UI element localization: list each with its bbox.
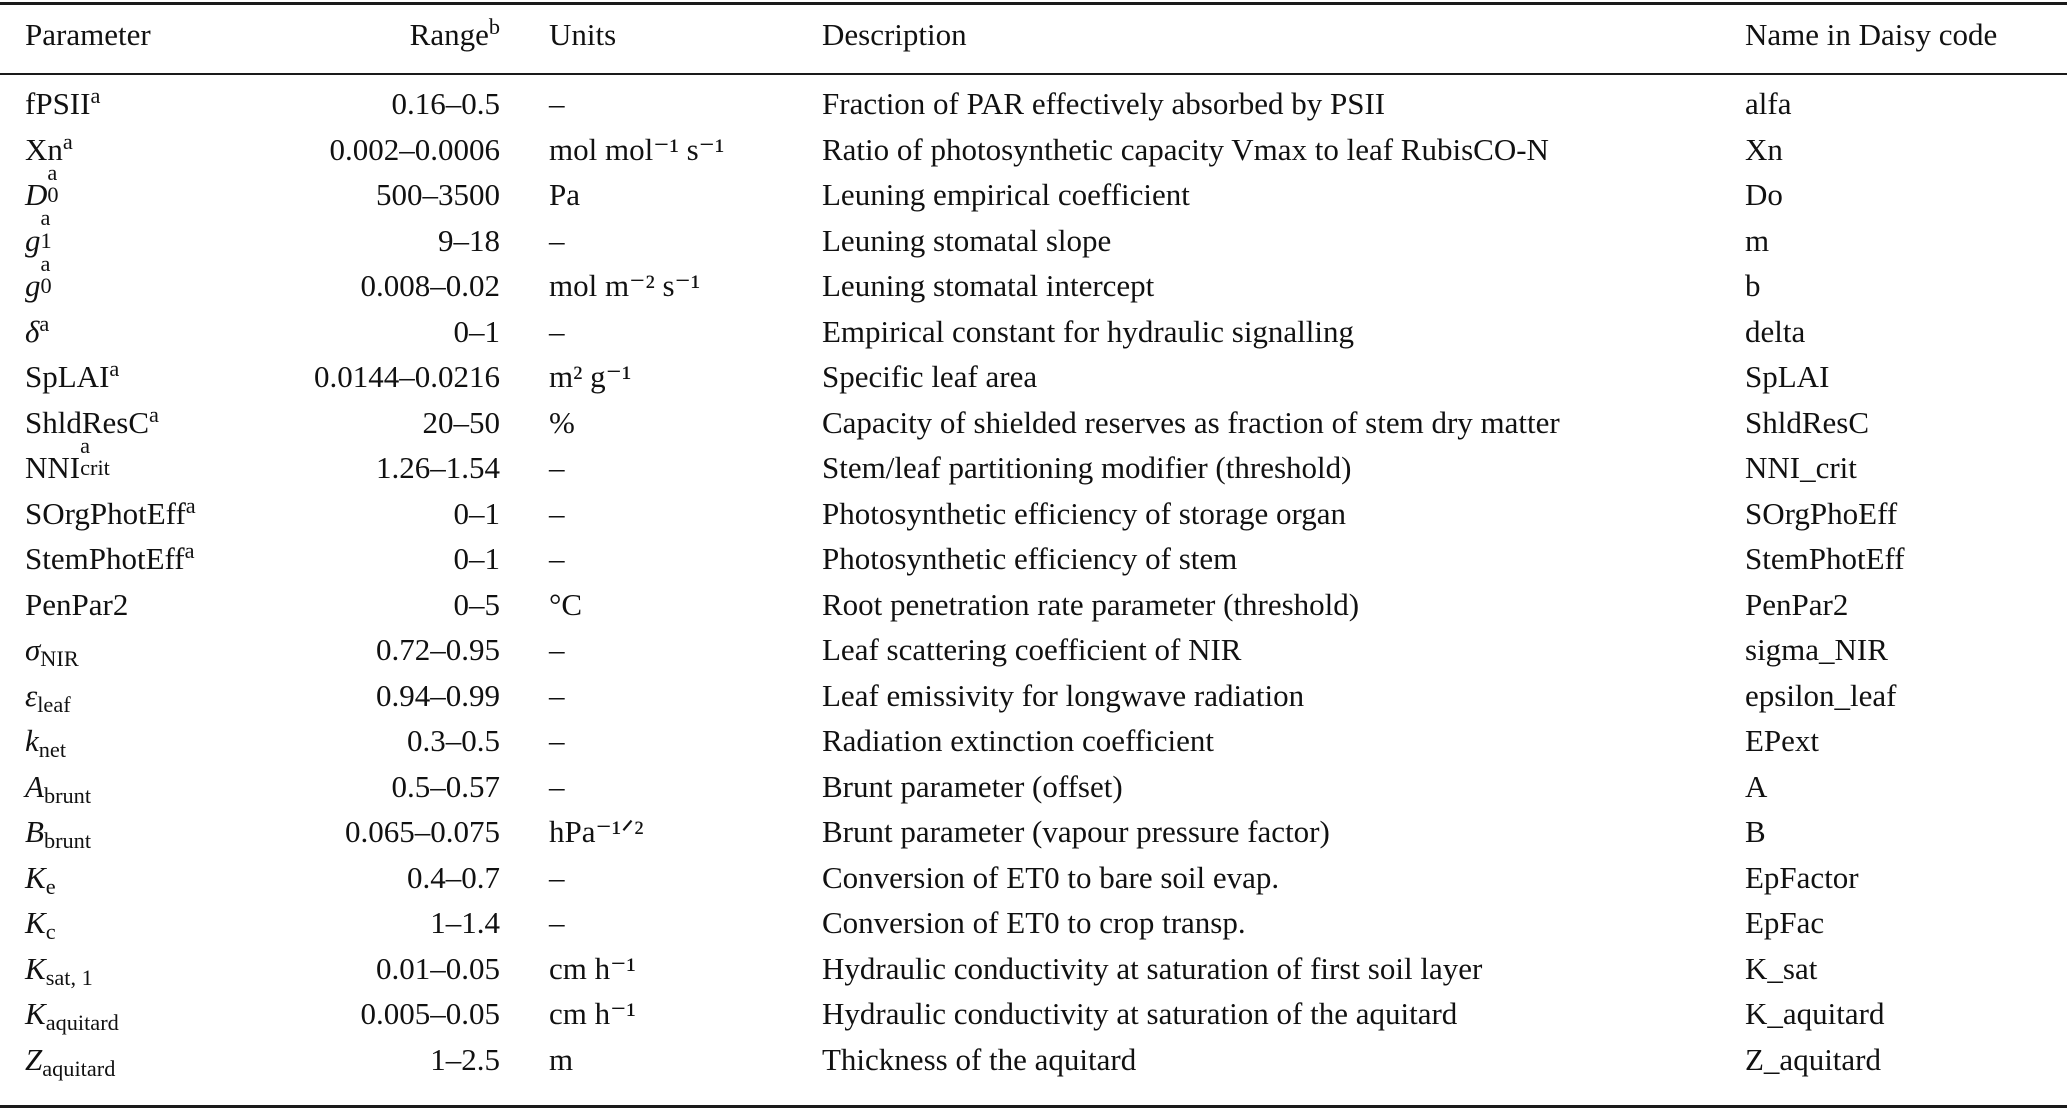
cell-parameter — [25, 764, 91, 810]
cell-range: 0.0144–0.0216 — [314, 359, 500, 394]
top-rule — [0, 2, 2067, 5]
cell-parameter — [25, 250, 62, 309]
header-range-footnote: b — [488, 14, 500, 40]
cell-range: 0.94–0.99 — [376, 677, 500, 713]
cell-parameter — [25, 81, 100, 127]
cell-daisy-name: epsilon_leaf — [1745, 677, 1897, 713]
cell-range: 0–5 — [453, 586, 500, 622]
cell-range: 1–1.4 — [430, 905, 500, 940]
parameter-symbol: StemPhotEff — [25, 541, 185, 576]
cell-description: Photosynthetic efficiency of storage organ — [822, 495, 1346, 531]
parameter-symbol: δ — [25, 313, 40, 349]
parameter-subscript: brunt — [43, 782, 92, 808]
cell-range: 0.72–0.95 — [376, 632, 500, 667]
cell-daisy-name: alfa — [1745, 86, 1792, 121]
cell-range: 0.005–0.05 — [360, 996, 500, 1031]
cell-parameter — [25, 673, 71, 719]
table-row — [0, 764, 2067, 810]
cell-range: 0.008–0.02 — [360, 268, 500, 303]
cell-units: – — [549, 677, 565, 713]
parameter-symbol: fPSII — [25, 86, 91, 121]
cell-units: – — [549, 222, 565, 258]
table-row — [0, 309, 2067, 355]
cell-description: Conversion of ET0 to crop transp. — [822, 905, 1246, 940]
cell-units: mol m⁻² s⁻¹ — [549, 268, 701, 303]
cell-range: 0.3–0.5 — [407, 723, 500, 758]
table-row — [0, 354, 2067, 400]
table-row — [0, 855, 2067, 901]
parameter-footnote: a — [40, 205, 51, 231]
parameter-subscript: aquitard — [42, 1055, 116, 1081]
cell-units: cm h⁻¹ — [549, 996, 636, 1031]
cell-description: Hydraulic conductivity at saturation of first soil layer — [822, 950, 1483, 986]
cell-range: 1.26–1.54 — [376, 450, 500, 485]
cell-units: Pa — [549, 177, 580, 212]
parameter-symbol: K — [25, 859, 46, 895]
header-description: Description — [822, 17, 967, 52]
cell-description: Ratio of photosynthetic capacity Vmax to leaf RubisCO-N — [822, 131, 1549, 167]
parameter-sup-sub — [40, 205, 63, 253]
parameter-symbol: g — [25, 222, 41, 258]
cell-parameter — [25, 354, 119, 400]
parameter-symbol: A — [25, 768, 44, 804]
cell-daisy-name: ShldResC — [1745, 404, 1870, 440]
cell-daisy-name: delta — [1745, 313, 1806, 349]
cell-daisy-name: EPext — [1745, 723, 1820, 758]
cell-description: Root penetration rate parameter (threshold) — [822, 586, 1360, 622]
cell-range: 0.002–0.0006 — [329, 131, 500, 167]
cell-range: 0–1 — [453, 313, 500, 349]
cell-parameter — [25, 627, 79, 673]
parameter-symbol: K — [25, 996, 46, 1031]
parameter-sup-sub — [80, 432, 144, 481]
parameter-subscript: brunt — [43, 828, 92, 854]
cell-range: 0.4–0.7 — [407, 859, 500, 895]
cell-daisy-name: EpFactor — [1745, 859, 1859, 895]
cell-units: m — [549, 1041, 574, 1077]
cell-range: 9–18 — [438, 222, 500, 258]
cell-daisy-name: StemPhotEff — [1745, 541, 1905, 576]
cell-units: % — [549, 404, 575, 440]
cell-description: Leuning stomatal slope — [822, 222, 1112, 258]
table-row — [0, 673, 2067, 719]
cell-daisy-name: Xn — [1745, 131, 1783, 167]
table-row — [0, 127, 2067, 173]
table-row — [0, 536, 2067, 582]
parameter-symbol: PenPar2 — [25, 586, 129, 622]
cell-range: 0.5–0.57 — [391, 768, 500, 804]
parameter-symbol: K — [25, 950, 46, 986]
cell-units: °C — [549, 586, 583, 622]
cell-description: Brunt parameter (offset) — [822, 768, 1123, 804]
cell-description: Conversion of ET0 to bare soil evap. — [822, 859, 1280, 895]
cell-parameter — [25, 991, 119, 1037]
cell-daisy-name: A — [1745, 768, 1768, 804]
parameter-footnote: a — [80, 432, 91, 458]
cell-daisy-name: K_sat — [1745, 950, 1818, 986]
cell-daisy-name: K_aquitard — [1745, 996, 1885, 1031]
table-row — [0, 946, 2067, 992]
cell-parameter — [25, 855, 56, 901]
cell-range: 0–1 — [453, 495, 500, 531]
cell-parameter — [25, 718, 66, 764]
parameter-footnote: a — [90, 83, 101, 109]
cell-daisy-name: Z_aquitard — [1745, 1041, 1882, 1077]
parameter-footnote: a — [185, 492, 196, 518]
cell-units: m² g⁻¹ — [549, 359, 632, 394]
table-row — [0, 159, 2067, 218]
cell-units: – — [549, 859, 565, 895]
parameter-symbol: B — [25, 814, 44, 849]
cell-daisy-name: sigma_NIR — [1745, 632, 1888, 667]
cell-parameter — [25, 582, 128, 628]
cell-daisy-name: NNI_crit — [1745, 450, 1857, 485]
cell-parameter — [25, 491, 196, 537]
parameter-footnote: a — [40, 250, 51, 276]
cell-parameter — [25, 400, 159, 446]
cell-description: Capacity of shielded reserves as fraction of stem dry matter — [822, 404, 1560, 440]
cell-units: – — [549, 86, 565, 121]
parameter-footnote: a — [39, 310, 50, 336]
cell-parameter — [25, 536, 195, 582]
parameter-subscript: 1 — [40, 227, 52, 253]
parameter-symbol: g — [25, 268, 41, 303]
cell-daisy-name: m — [1745, 222, 1770, 258]
parameter-footnote: a — [47, 159, 58, 185]
cell-units: cm h⁻¹ — [549, 950, 636, 986]
parameter-symbol: Z — [25, 1041, 43, 1077]
table-row — [0, 205, 2067, 264]
parameter-subscript: e — [45, 873, 56, 899]
cell-units: – — [549, 313, 565, 349]
cell-units: – — [549, 541, 565, 576]
parameter-symbol: ε — [25, 677, 38, 713]
cell-units: mol mol⁻¹ s⁻¹ — [549, 131, 725, 167]
parameter-footnote: a — [109, 356, 120, 382]
parameter-footnote: a — [184, 538, 195, 564]
cell-range: 0.065–0.075 — [345, 814, 500, 849]
cell-daisy-name: B — [1745, 814, 1766, 849]
parameter-subscript: 0 — [47, 182, 59, 208]
cell-units: hPa⁻¹ᐟ² — [549, 814, 644, 849]
table-header-row — [0, 12, 2067, 58]
table-row — [0, 491, 2067, 537]
parameter-sup-sub — [47, 159, 69, 208]
cell-description: Radiation extinction coefficient — [822, 723, 1214, 758]
cell-daisy-name: Do — [1745, 177, 1783, 212]
cell-daisy-name: PenPar2 — [1745, 586, 1849, 622]
cell-parameter — [25, 809, 91, 855]
parameter-sup-sub — [40, 250, 63, 299]
header-range-label: Range — [409, 17, 489, 52]
cell-parameter — [25, 1037, 115, 1083]
table-row — [0, 900, 2067, 946]
cell-description: Stem/leaf partitioning modifier (threshold) — [822, 450, 1352, 485]
table-row — [0, 1037, 2067, 1083]
parameter-subscript: c — [45, 919, 56, 945]
cell-parameter — [25, 309, 49, 355]
header-units: Units — [549, 17, 617, 52]
header-range — [410, 12, 500, 58]
cell-description: Photosynthetic efficiency of stem — [822, 541, 1238, 576]
table-row — [0, 718, 2067, 764]
cell-range: 0.16–0.5 — [391, 86, 500, 121]
cell-daisy-name: SOrgPhoEff — [1745, 495, 1898, 531]
cell-range: 500–3500 — [376, 177, 500, 212]
parameter-footnote: a — [149, 401, 159, 427]
cell-units: – — [549, 723, 565, 758]
parameter-subscript: crit — [80, 455, 110, 481]
table-row — [0, 991, 2067, 1037]
cell-description: Leaf emissivity for longwave radiation — [822, 677, 1305, 713]
cell-parameter — [25, 946, 93, 992]
bottom-rule — [0, 1105, 2067, 1108]
parameter-subscript: aquitard — [45, 1010, 119, 1036]
cell-units: – — [549, 905, 565, 940]
header-daisy-name: Name in Daisy code — [1745, 17, 1998, 52]
header-parameter: Parameter — [25, 17, 151, 52]
cell-units: – — [549, 450, 565, 485]
parameter-footnote: a — [62, 128, 73, 154]
cell-description: Leuning empirical coefficient — [822, 177, 1190, 212]
parameter-subscript: leaf — [37, 691, 71, 717]
table-row — [0, 627, 2067, 673]
cell-description: Thickness of the aquitard — [822, 1041, 1137, 1077]
table-row — [0, 809, 2067, 855]
cell-units: – — [549, 768, 565, 804]
cell-description: Brunt parameter (vapour pressure factor) — [822, 814, 1330, 849]
cell-units: – — [549, 495, 565, 531]
parameter-subscript: sat, 1 — [45, 964, 93, 990]
cell-description: Specific leaf area — [822, 359, 1038, 394]
parameter-symbol: k — [25, 723, 39, 758]
parameter-symbol: SOrgPhotEff — [25, 495, 186, 531]
parameter-symbol: K — [25, 905, 46, 940]
cell-daisy-name: b — [1745, 268, 1761, 303]
cell-units: – — [549, 632, 565, 667]
cell-description: Empirical constant for hydraulic signalling — [822, 313, 1355, 349]
cell-daisy-name: SpLAI — [1745, 359, 1830, 394]
parameter-subscript: net — [38, 737, 67, 763]
table-row — [0, 250, 2067, 309]
cell-daisy-name: EpFac — [1745, 905, 1825, 940]
parameter-symbol: NNI — [25, 450, 81, 485]
parameter-symbol: D — [25, 177, 48, 212]
parameter-subscript: NIR — [40, 646, 79, 672]
cell-description: Fraction of PAR effectively absorbed by PSII — [822, 86, 1386, 121]
cell-description: Leaf scattering coefficient of NIR — [822, 632, 1242, 667]
cell-parameter — [25, 900, 56, 946]
cell-range: 0–1 — [453, 541, 500, 576]
table-row — [0, 582, 2067, 628]
table-row — [0, 81, 2067, 127]
table-row — [0, 432, 2067, 491]
header-rule — [0, 73, 2067, 75]
parameter-symbol: ShldResC — [25, 404, 150, 440]
parameter-symbol: Xn — [25, 131, 63, 167]
parameter-symbol: SpLAI — [25, 359, 110, 394]
cell-range: 20–50 — [422, 404, 500, 440]
cell-description: Hydraulic conductivity at saturation of the aquitard — [822, 996, 1458, 1031]
cell-range: 0.01–0.05 — [376, 950, 500, 986]
parameter-subscript: 0 — [40, 273, 52, 299]
parameter-symbol: σ — [25, 632, 41, 667]
table-row — [0, 400, 2067, 446]
cell-description: Leuning stomatal intercept — [822, 268, 1155, 303]
cell-range: 1–2.5 — [430, 1041, 500, 1077]
cell-parameter — [25, 432, 144, 491]
